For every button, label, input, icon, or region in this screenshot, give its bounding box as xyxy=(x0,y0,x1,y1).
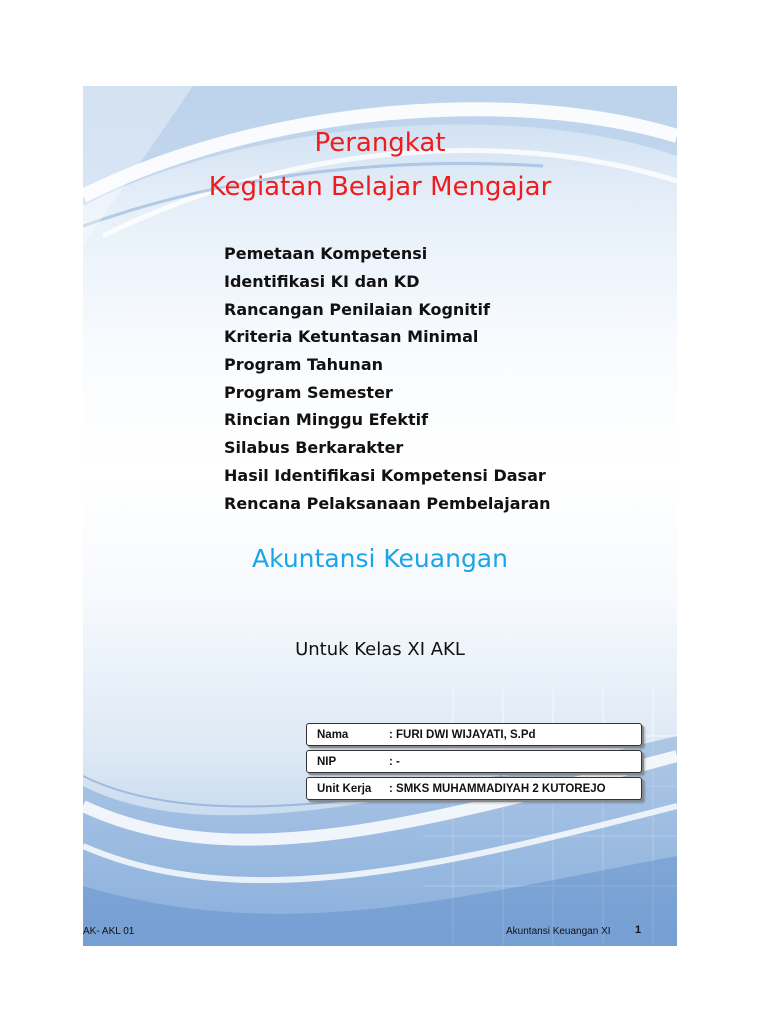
topic-label: Program Semester xyxy=(224,382,393,402)
footer-subject: Akuntansi Keuangan XI xyxy=(506,926,611,937)
subject-title: Akuntansi Keuangan xyxy=(252,544,508,573)
title-line-1: Perangkat xyxy=(314,128,446,158)
topic-item xyxy=(198,406,551,434)
unit-value: : SMKS MUHAMMADIYAH 2 KUTOREJO xyxy=(389,782,606,795)
footer-code: AK- AKL 01 xyxy=(83,926,135,937)
topic-item xyxy=(198,378,551,406)
unit-label: Unit Kerja xyxy=(317,782,372,795)
class-line: Untuk Kelas XI AKL xyxy=(295,639,465,660)
topic-list xyxy=(198,240,551,517)
topic-label: Rincian Minggu Efektif xyxy=(224,410,429,430)
info-box-name xyxy=(306,723,642,746)
topic-item xyxy=(198,434,551,462)
topic-label: Silabus Berkarakter xyxy=(224,438,404,458)
page-number: 1 xyxy=(635,924,642,936)
topic-label: Program Tahunan xyxy=(224,355,383,375)
name-label: Nama xyxy=(317,728,349,741)
topic-label: Rancangan Penilaian Kognitif xyxy=(224,299,490,319)
nip-value: : - xyxy=(389,755,400,768)
info-box-nip xyxy=(306,750,642,773)
document-page xyxy=(83,86,677,946)
topic-label: Pemetaan Kompetensi xyxy=(224,244,428,264)
topic-label: Rencana Pelaksanaan Pembelajaran xyxy=(224,493,551,513)
name-value: : FURI DWI WIJAYATI, S.Pd xyxy=(389,728,536,741)
topic-label: Hasil Identifikasi Kompetensi Dasar xyxy=(224,465,546,485)
topic-label: Kriteria Ketuntasan Minimal xyxy=(224,327,479,347)
topic-item xyxy=(198,240,551,268)
title-line-2: Kegiatan Belajar Mengajar xyxy=(208,172,552,202)
nip-label: NIP xyxy=(317,755,337,768)
topic-item xyxy=(198,351,551,379)
topic-item xyxy=(198,295,551,323)
topic-item xyxy=(198,323,551,351)
topic-item xyxy=(198,489,551,517)
topic-item xyxy=(198,268,551,296)
topic-label: Identifikasi KI dan KD xyxy=(224,272,420,292)
info-box-unit xyxy=(306,777,642,800)
topic-item xyxy=(198,462,551,490)
